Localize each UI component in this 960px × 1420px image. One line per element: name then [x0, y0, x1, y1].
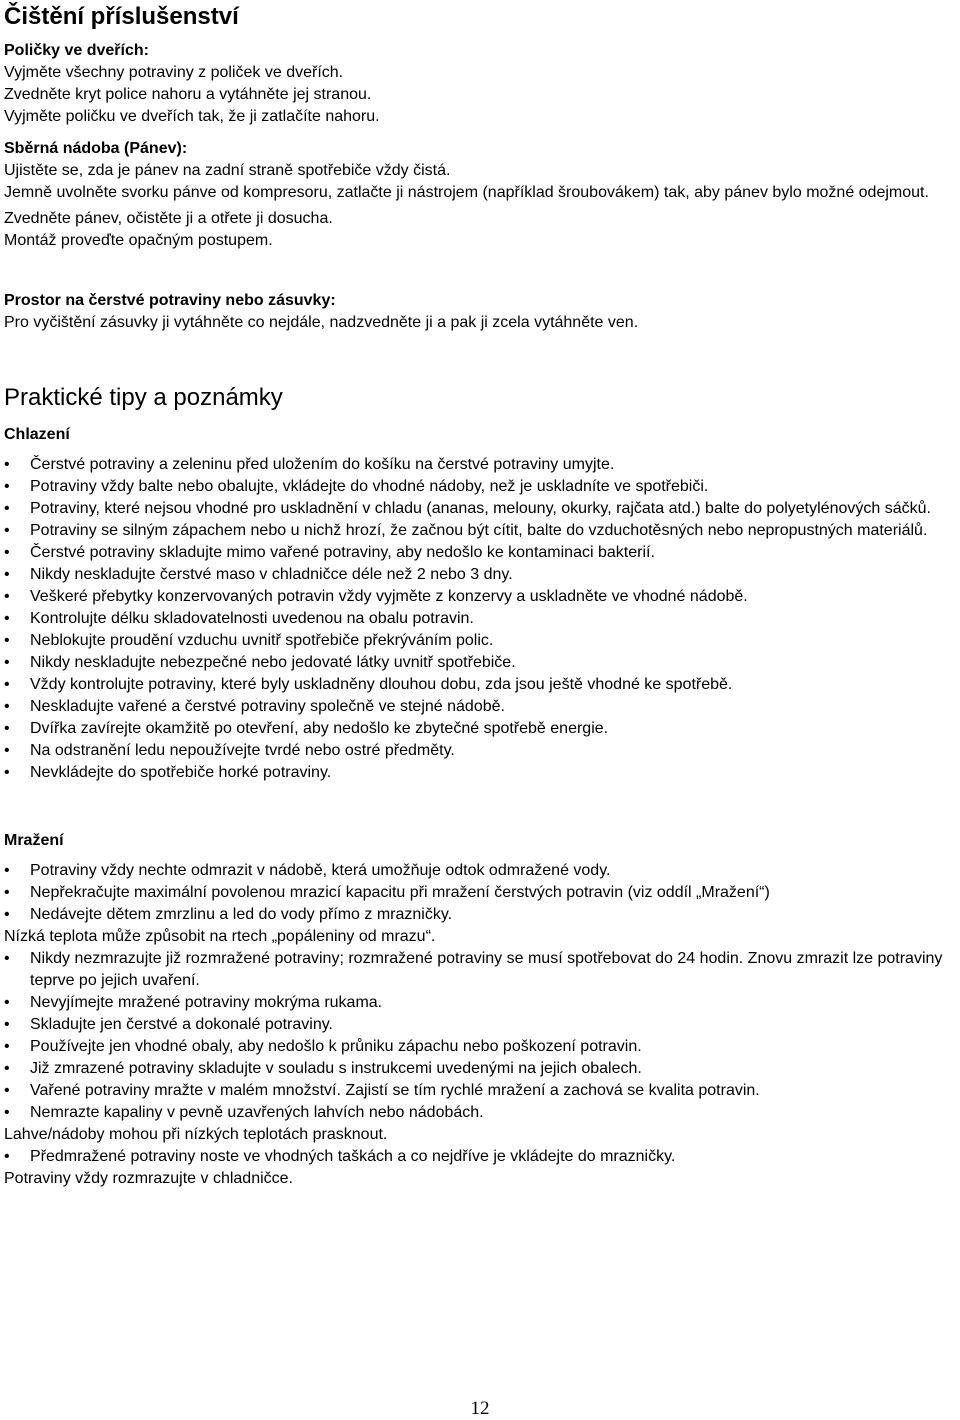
door-shelves-heading: Poličky ve dveřích: — [4, 42, 149, 59]
bullet: • — [4, 478, 10, 495]
list-item — [4, 1058, 956, 1080]
crisper-heading: Prostor na čerstvé potraviny nebo zásuvky: — [4, 292, 336, 309]
list-item-text: Potraviny vždy nechte odmrazit v nádobě, která umožňuje odtok odmražené vody. — [30, 862, 611, 879]
list-item — [4, 476, 956, 498]
list-item — [4, 1146, 956, 1168]
bullet: • — [4, 862, 10, 879]
list-item-text: Čerstvé potraviny skladujte mimo vařené potraviny, aby nedošlo ke kontaminaci bakterií. — [30, 544, 655, 561]
list-item-text: Potraviny se silným zápachem nebo u nichž hrozí, že začnou být cítit, balte do vzduchotěsných nebo nepropustných materiálů. — [30, 522, 928, 539]
bullet: • — [4, 764, 10, 781]
bullet: • — [4, 500, 10, 517]
cooling-list — [4, 454, 956, 784]
crisper-block — [4, 290, 638, 334]
cooling-heading: Chlazení — [4, 426, 70, 443]
list-item — [4, 520, 956, 542]
bullet: • — [4, 720, 10, 737]
list-item-text: Nikdy neskladujte čerstvé maso v chladničce déle než 2 nebo 3 dny. — [30, 566, 513, 583]
freezing-heading: Mražení — [4, 832, 64, 849]
list-item-text: Nevyjímejte mražené potraviny mokrýma rukama. — [30, 994, 383, 1011]
pan-line: Jemně uvolněte svorku pánve od kompresoru, zatlačte ji nástrojem (například šroubovákem) tak, aby pánev bylo možné odejmout. — [4, 184, 929, 201]
list-item-text: Neskladujte vařené a čerstvé potraviny společně ve stejné nádobě. — [30, 698, 505, 715]
list-item-text: Neblokujte proudění vzduchu uvnitř spotřebiče překrýváním polic. — [30, 632, 494, 649]
bullet: • — [4, 676, 10, 693]
bullet: • — [4, 588, 10, 605]
freezing-note: Potraviny vždy rozmrazujte v chladničce. — [4, 1170, 293, 1187]
door-shelves-line: Zvedněte kryt police nahoru a vytáhněte jej stranou. — [4, 86, 372, 103]
list-item — [4, 762, 956, 784]
list-item-text: Skladujte jen čerstvé a dokonalé potraviny. — [30, 1016, 333, 1033]
bullet: • — [4, 1104, 10, 1121]
list-item-text: Potraviny vždy balte nebo obalujte, vkládejte do vhodné nádoby, než je uskladníte ve spotřebiči. — [30, 478, 709, 495]
list-item-text: Kontrolujte délku skladovatelnosti uvedenou na obalu potravin. — [30, 610, 474, 627]
list-item-text: Dvířka zavírejte okamžitě po otevření, aby nedošlo ke zbytečné spotřebě energie. — [30, 720, 609, 737]
freezing-note: Nízká teplota může způsobit na rtech „popáleniny od mrazu“. — [4, 928, 436, 945]
list-item — [4, 564, 956, 586]
list-item — [4, 1102, 956, 1124]
bullet: • — [4, 654, 10, 671]
list-item — [4, 1036, 956, 1058]
list-item-text: Na odstranění ledu nepoužívejte tvrdé nebo ostré předměty. — [30, 742, 455, 759]
list-item — [4, 860, 956, 882]
list-item-text: Předmražené potraviny noste ve vhodných taškách a co nejdříve je vkládejte do mrazničky. — [30, 1148, 676, 1165]
freezing-block — [4, 830, 956, 1190]
bullet: • — [4, 456, 10, 473]
list-item — [4, 498, 956, 520]
list-item — [4, 696, 956, 718]
freezing-list-b — [4, 948, 956, 1124]
list-item-text: Nepřekračujte maximální povolenou mrazicí kapacitu při mražení čerstvých potravin (viz oddíl „Mražení“) — [30, 884, 770, 901]
bullet: • — [4, 1016, 10, 1033]
page-number: 12 — [470, 1398, 490, 1419]
cooling-block — [4, 424, 956, 784]
list-item — [4, 992, 956, 1014]
list-item-text: Potraviny, které nejsou vhodné pro uskladnění v chladu (ananas, melouny, okurky, rajčata atd.) balte do polyetylénových sáčků. — [30, 500, 931, 517]
door-shelves-block — [4, 40, 380, 128]
list-item-text: Čerstvé potraviny a zeleninu před uložením do košíku na čerstvé potraviny umyjte. — [30, 456, 615, 473]
pan-line: Montáž proveďte opačným postupem. — [4, 232, 273, 249]
list-item-text: Nevkládejte do spotřebiče horké potraviny. — [30, 764, 332, 781]
bullet: • — [4, 1038, 10, 1055]
list-item-text: Již zmrazené potraviny skladujte v souladu s instrukcemi uvedenými na jejich obalech. — [30, 1060, 642, 1077]
list-item-text: Nedávejte dětem zmrzlinu a led do vody přímo z mrazničky. — [30, 906, 453, 923]
list-item-text: Nemrazte kapaliny v pevně uzavřených lahvích nebo nádobách. — [30, 1104, 484, 1121]
list-item — [4, 630, 956, 652]
crisper-line: Pro vyčištění zásuvky ji vytáhněte co nejdále, nadzvedněte ji a pak ji zcela vytáhněte ven. — [4, 314, 639, 331]
bullet: • — [4, 884, 10, 901]
pan-line: Ujistěte se, zda je pánev na zadní straně spotřebiče vždy čistá. — [4, 162, 451, 179]
bullet: • — [4, 1148, 10, 1165]
pan-block — [4, 138, 956, 252]
list-item — [4, 652, 956, 674]
freezing-note: Lahve/nádoby mohou při nízkých teplotách prasknout. — [4, 1126, 388, 1143]
bullet: • — [4, 566, 10, 583]
list-item — [4, 904, 956, 926]
section-title-tips: Praktické tipy a poznámky — [4, 384, 283, 411]
bullet: • — [4, 950, 10, 967]
bullet: • — [4, 906, 10, 923]
door-shelves-line: Vyjměte všechny potraviny z poliček ve dveřích. — [4, 64, 344, 81]
list-item — [4, 608, 956, 630]
list-item-text: Nikdy nezmrazujte již rozmražené potraviny; rozmražené potraviny se musí spotřebovat do 24 hodin. Znovu zmrazit lze potraviny teprve po jejich uvaření. — [30, 950, 943, 989]
freezing-list-c — [4, 1146, 956, 1168]
pan-heading: Sběrná nádoba (Pánev): — [4, 140, 188, 157]
freezing-list-a — [4, 860, 956, 926]
list-item-text: Vařené potraviny mražte v malém množství. Zajistí se tím rychlé mražení a zachová se kvalita potravin. — [30, 1082, 760, 1099]
list-item — [4, 882, 956, 904]
list-item — [4, 542, 956, 564]
list-item — [4, 718, 956, 740]
bullet: • — [4, 522, 10, 539]
list-item — [4, 674, 956, 696]
list-item-text: Nikdy neskladujte nebezpečné nebo jedovaté látky uvnitř spotřebiče. — [30, 654, 516, 671]
list-item — [4, 1014, 956, 1036]
bullet: • — [4, 1082, 10, 1099]
list-item — [4, 454, 956, 476]
bullet: • — [4, 632, 10, 649]
door-shelves-line: Vyjměte poličku ve dveřích tak, že ji zatlačíte nahoru. — [4, 108, 380, 125]
list-item — [4, 586, 956, 608]
list-item — [4, 740, 956, 762]
bullet: • — [4, 610, 10, 627]
list-item — [4, 1080, 956, 1102]
section-title-cleaning: Čištění příslušenství — [4, 3, 239, 30]
bullet: • — [4, 698, 10, 715]
list-item-text: Používejte jen vhodné obaly, aby nedošlo k průniku zápachu nebo poškození potravin. — [30, 1038, 642, 1055]
list-item — [4, 948, 956, 992]
list-item-text: Vždy kontrolujte potraviny, které byly uskladněny dlouhou dobu, zda jsou ještě vhodné ke spotřebě. — [30, 676, 733, 693]
bullet: • — [4, 742, 10, 759]
bullet: • — [4, 994, 10, 1011]
pan-line: Zvedněte pánev, očistěte ji a otřete ji dosucha. — [4, 210, 333, 227]
bullet: • — [4, 544, 10, 561]
bullet: • — [4, 1060, 10, 1077]
list-item-text: Veškeré přebytky konzervovaných potravin vždy vyjměte z konzervy a uskladněte ve vhodné nádobě. — [30, 588, 748, 605]
